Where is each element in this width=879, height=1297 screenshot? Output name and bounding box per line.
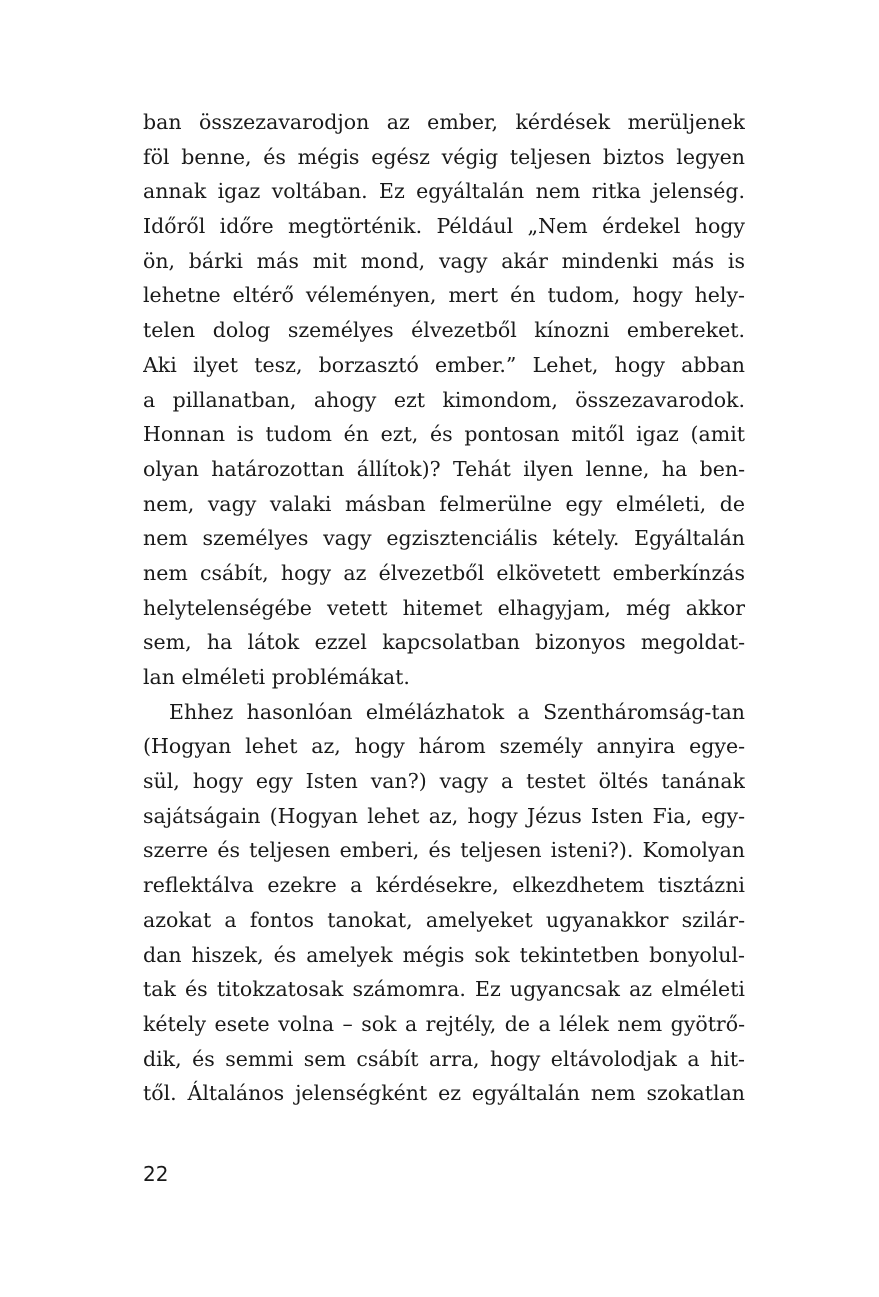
text-line: Honnan is tudom én ezt, és pontosan mitől igaz (amit (143, 422, 745, 447)
text-line: helytelenségébe vetett hitemet elhagyjam, még akkor (143, 595, 745, 620)
text-line: lehetne eltérő véleményen, mert én tudom, hogy hely- (143, 283, 745, 308)
text-line: sül, hogy egy Isten van?) vagy a testet öltés tanának (143, 769, 745, 794)
text-line: nem, vagy valaki másban felmerülne egy elméleti, de (143, 491, 745, 516)
text-line: (Hogyan lehet az, hogy három személy annyira egye- (143, 734, 745, 759)
text-line: azokat a fontos tanokat, amelyeket ugyanakkor szilár- (143, 907, 745, 932)
text-line: lan elméleti problémákat. (143, 665, 410, 689)
text-line: nem személyes vagy egzisztenciális kétely. Egyáltalán (143, 526, 745, 551)
text-line: a pillanatban, ahogy ezt kimondom, összezavarodok. (143, 387, 745, 412)
text-line: nem csábít, hogy az élvezetből elkövetett emberkínzás (143, 560, 745, 585)
text-line: sajátságain (Hogyan lehet az, hogy Jézus Isten Fia, egy- (143, 803, 745, 828)
page-number: 22 (143, 1162, 169, 1186)
paragraph-1 (143, 105, 745, 695)
text-line: annak igaz voltában. Ez egyáltalán nem ritka jelenség. (143, 179, 745, 204)
text-line: tak és titokzatosak számomra. Ez ugyancsak az elméleti (143, 977, 745, 1002)
text-line: kétely esete volna – sok a rejtély, de a lélek nem gyötrő- (143, 1011, 745, 1036)
text-line: föl benne, és mégis egész végig teljesen biztos legyen (143, 144, 745, 169)
text-line: dan hiszek, és amelyek mégis sok tekintetben bonyolul- (143, 942, 745, 967)
text-line: olyan határozottan állítok)? Tehát ilyen lenne, ha ben- (143, 456, 745, 481)
text-line: szerre és teljesen emberi, és teljesen isteni?). Komolyan (143, 838, 745, 863)
text-line: Ehhez hasonlóan elmélázhatok a Szentháromság-tan (169, 699, 745, 724)
text-line: Aki ilyet tesz, borzasztó ember.” Lehet, hogy abban (143, 352, 745, 377)
body-text (143, 105, 745, 1111)
text-line: Időről időre megtörténik. Például „Nem érdekel hogy (143, 214, 745, 239)
text-line: től. Általános jelenségként ez egyáltalán nem szokatlan (143, 1081, 745, 1106)
text-line: sem, ha látok ezzel kapcsolatban bizonyos megoldat- (143, 630, 745, 655)
text-line: ön, bárki más mit mond, vagy akár mindenki más is (143, 248, 745, 273)
text-line: reflektálva ezekre a kérdésekre, elkezdhetem tisztázni (143, 873, 745, 898)
text-line: dik, és semmi sem csábít arra, hogy eltávolodjak a hit- (143, 1046, 745, 1071)
text-line: ban összezavarodjon az ember, kérdések merüljenek (143, 110, 745, 134)
text-line: telen dolog személyes élvezetből kínozni embereket. (143, 318, 745, 343)
paragraph-2 (143, 695, 745, 1111)
